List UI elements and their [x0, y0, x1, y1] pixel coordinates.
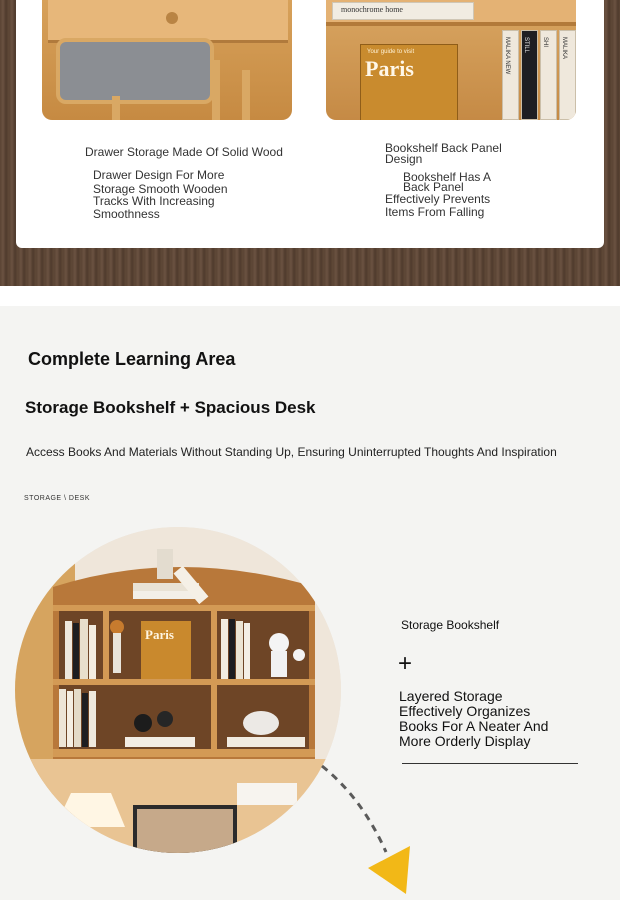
- paris-book-small-text: Your guide to visit: [367, 49, 415, 55]
- circle-paris-text: Paris: [145, 627, 174, 642]
- drawer-knob: [166, 12, 178, 24]
- plus-icon: +: [398, 650, 413, 677]
- feature-line: Effectively Organizes: [399, 703, 531, 719]
- feature-line: Layered Storage: [399, 688, 503, 704]
- book-spine: MALIKA NEW: [502, 30, 519, 120]
- right-caption-line: Items From Falling: [385, 205, 485, 219]
- section-gap: [0, 286, 620, 306]
- left-caption-line: Smoothness: [93, 207, 160, 221]
- book-spine: STILL: [521, 30, 538, 120]
- section-subheading: Storage Bookshelf + Spacious Desk: [25, 398, 316, 417]
- wood-background: [0, 0, 620, 286]
- right-caption-line: Effectively Prevents: [385, 192, 491, 206]
- left-caption-line: Storage Smooth Wooden: [93, 182, 228, 196]
- chair-back: [56, 38, 214, 104]
- feature-title: Storage Bookshelf: [401, 618, 500, 632]
- feature-line: More Orderly Display: [399, 733, 531, 749]
- left-caption-title: Drawer Storage Made Of Solid Wood: [85, 145, 283, 159]
- divider-line: [402, 763, 578, 764]
- chair-leg: [212, 60, 220, 120]
- chair-leg: [112, 96, 120, 120]
- drawer-desk-photo: [42, 0, 292, 120]
- curved-arrow-icon: [300, 760, 420, 900]
- book-spine: SHI: [540, 30, 557, 120]
- right-caption-title: Design: [385, 152, 423, 166]
- bookshelf-illustration: [15, 527, 341, 853]
- right-caption-title: Bookshelf Back Panel: [385, 141, 502, 155]
- bookshelf-photo: [326, 0, 576, 120]
- section-heading: Complete Learning Area: [28, 349, 236, 369]
- paris-book: [360, 44, 458, 120]
- section-description: Access Books And Materials Without Standing Up, Ensuring Uninterrupted Thoughts And Inspiration: [26, 445, 557, 459]
- shelf-top: [326, 0, 576, 26]
- left-caption-line: Drawer Design For More: [93, 168, 225, 182]
- feature-line: Books For A Neater And: [399, 718, 549, 734]
- left-caption-line: Tracks With Increasing: [93, 194, 215, 208]
- book-strip: [332, 2, 474, 20]
- book-spine: MALIKA: [559, 30, 576, 120]
- right-caption-line: Back Panel: [403, 180, 464, 194]
- desk-drawer: [48, 0, 288, 43]
- section-tag: STORAGE \ DESK: [24, 495, 90, 502]
- chair-leg: [242, 70, 250, 120]
- book-spines: [502, 30, 576, 120]
- right-caption-line: Bookshelf Has A: [403, 170, 492, 184]
- bookshelf-circle-photo: [15, 527, 341, 853]
- paris-book-title: Paris: [365, 56, 414, 81]
- feature-description: [399, 689, 579, 749]
- book-strip-label: monochrome home: [341, 5, 403, 14]
